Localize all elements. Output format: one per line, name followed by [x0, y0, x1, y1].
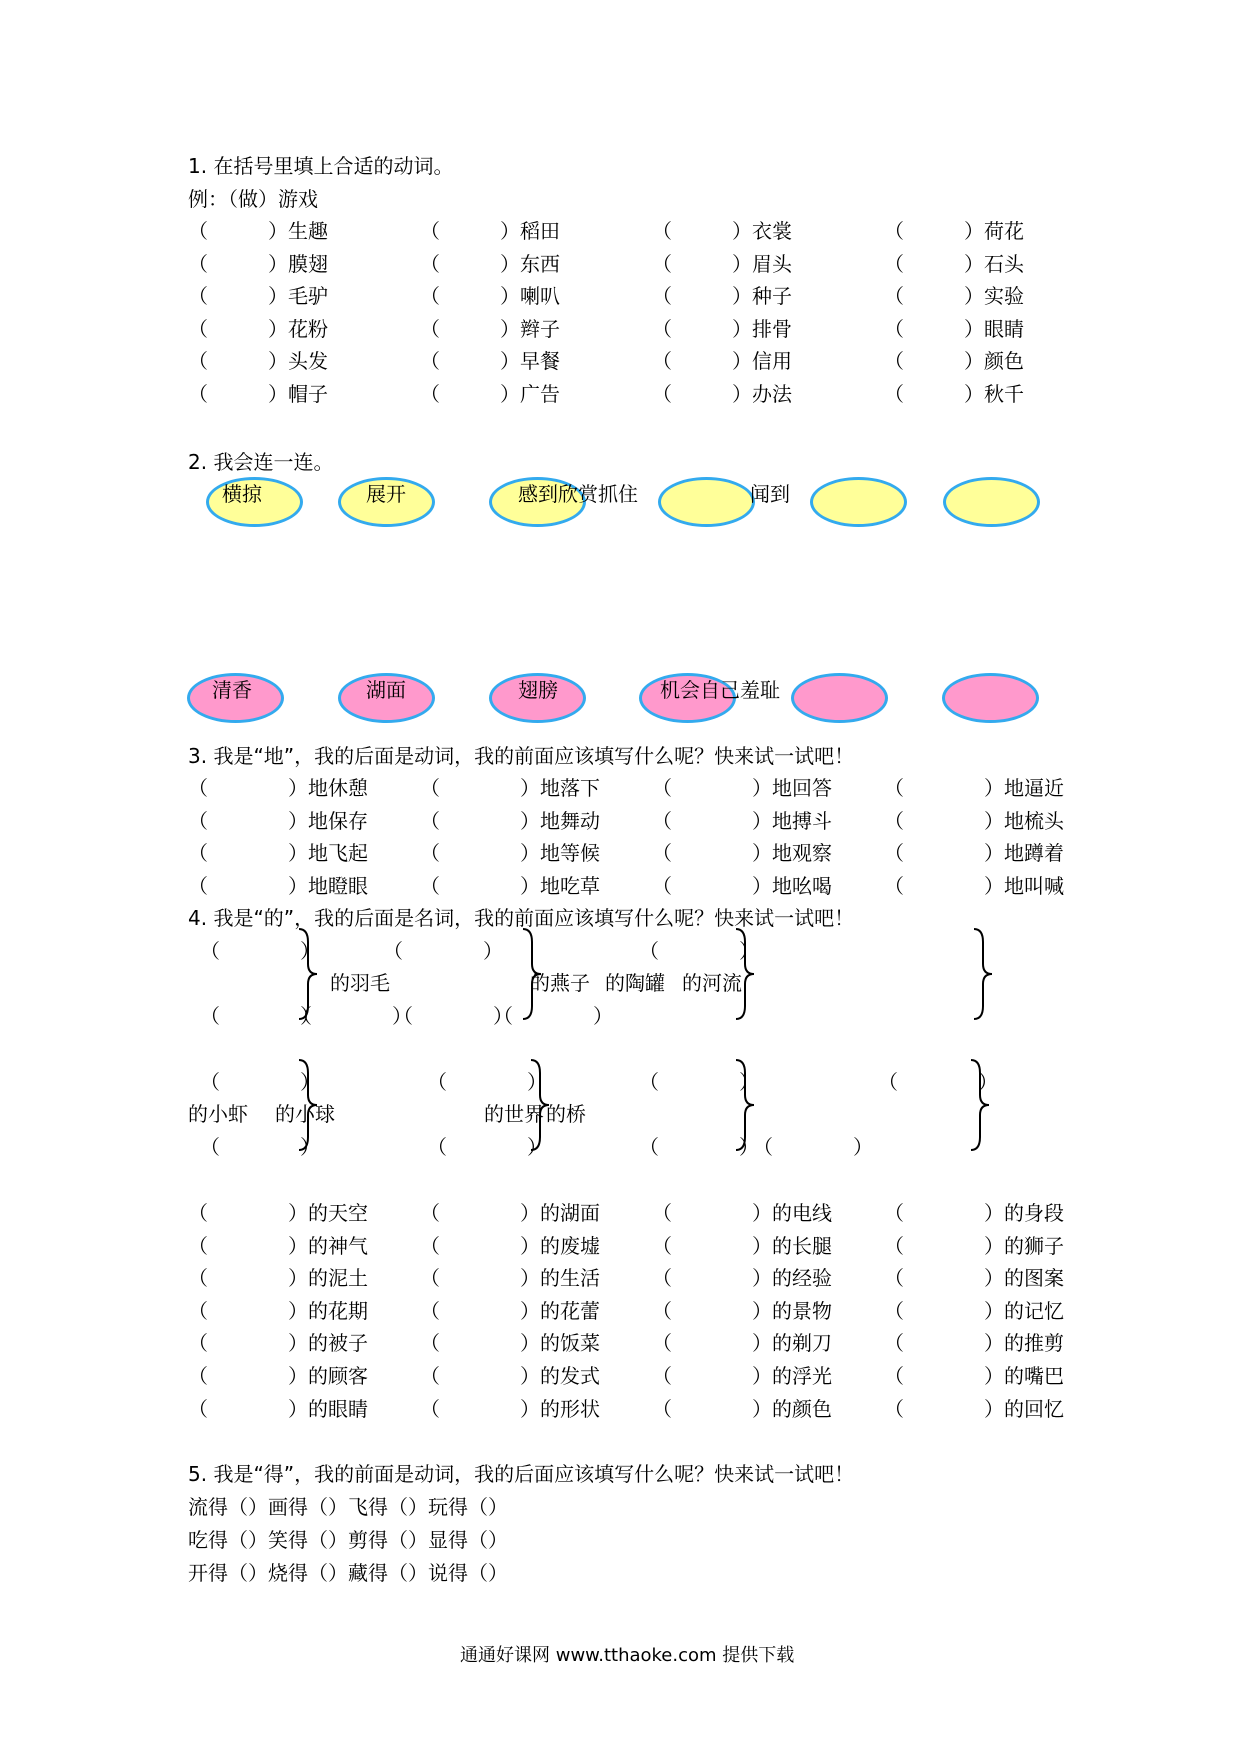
q4-g1-word: 的羽毛 [330, 971, 390, 995]
q4-item[interactable]: （ ）的眼睛 [188, 1396, 368, 1421]
match-oval-top-5[interactable] [810, 477, 907, 527]
q1-row [0, 349, 1240, 373]
q4-g1-paren[interactable]: （ ） [393, 1004, 513, 1028]
q4-item[interactable]: （ ）的湖面 [420, 1201, 600, 1225]
q4-item[interactable]: （ ）的发式 [420, 1364, 600, 1388]
q4-g1-paren[interactable]: （ ） [200, 939, 320, 963]
q4-g1-word: 的河流 [682, 971, 742, 995]
q3-item[interactable]: （ ）地叫喊 [884, 873, 1064, 898]
match-word-top-3: 感到欣赏抓住 [518, 482, 638, 506]
q1-item[interactable]: （ ）信用 [652, 349, 792, 374]
curly-brace [733, 1057, 757, 1153]
q1-row [0, 284, 1240, 308]
q1-item[interactable]: （ ）帽子 [188, 382, 328, 406]
q4-item[interactable]: （ ）的废墟 [420, 1233, 600, 1258]
q1-item[interactable]: （ ）稻田 [420, 219, 560, 243]
q1-item[interactable]: （ ）办法 [652, 382, 792, 406]
match-word-bottom-2: 湖面 [366, 678, 406, 702]
q3-row [0, 776, 1240, 800]
q1-item[interactable]: （ ）生趣 [188, 219, 328, 243]
q5-row: 开得（）烧得（）藏得（）说得（） [188, 1561, 508, 1585]
q3-item[interactable]: （ ）地休憩 [188, 776, 368, 800]
q1-item[interactable]: （ ）膜翅 [188, 251, 328, 276]
q3-item[interactable]: （ ）地观察 [652, 841, 832, 866]
q2-title: 2. 我会连一连。 [188, 450, 334, 474]
q4-item[interactable]: （ ）的电线 [652, 1201, 832, 1225]
q3-item[interactable]: （ ）地蹲着 [884, 841, 1064, 866]
q4-row [0, 1234, 1240, 1258]
q4-item[interactable]: （ ）的饭菜 [420, 1331, 600, 1356]
q4-item[interactable]: （ ）的天空 [188, 1201, 368, 1225]
match-word-top-1: 横掠 [222, 482, 262, 506]
q3-row [0, 874, 1240, 898]
q3-item[interactable]: （ ）地保存 [188, 808, 368, 833]
q4-item[interactable]: （ ）的剃刀 [652, 1331, 832, 1356]
q3-item[interactable]: （ ）地搏斗 [652, 808, 832, 833]
q4-item[interactable]: （ ）的回忆 [884, 1396, 1064, 1421]
curly-brace [971, 926, 995, 1022]
q1-item[interactable]: （ ）眉头 [652, 251, 792, 276]
curly-brace [296, 926, 320, 1022]
q1-item[interactable]: （ ）荷花 [884, 219, 1024, 243]
q1-item[interactable]: （ ）辫子 [420, 316, 560, 341]
q4-g1-word: 的陶罐 [605, 971, 665, 995]
q4-g2-word: 的桥 [546, 1102, 586, 1126]
q4-item[interactable]: （ ）的景物 [652, 1298, 832, 1323]
q1-item[interactable]: （ ）花粉 [188, 316, 328, 341]
q4-item[interactable]: （ ）的生活 [420, 1266, 600, 1291]
q1-item[interactable]: （ ）衣裳 [652, 219, 792, 243]
q4-item[interactable]: （ ）的经验 [652, 1266, 832, 1291]
q1-item[interactable]: （ ）东西 [420, 251, 560, 276]
match-oval-bottom-5[interactable] [791, 673, 888, 723]
q4-item[interactable]: （ ）的狮子 [884, 1233, 1064, 1258]
q5-title: 5. 我是“得”，我的前面是动词，我的后面应该填写什么呢？快来试一试吧！ [188, 1462, 855, 1486]
q1-item[interactable]: （ ）喇叭 [420, 284, 560, 309]
q4-item[interactable]: （ ）的浮光 [652, 1364, 832, 1388]
q4-g2-paren[interactable]: （ ） [878, 1070, 998, 1094]
q3-row [0, 809, 1240, 833]
curly-brace [733, 926, 757, 1022]
q4-item[interactable]: （ ）的被子 [188, 1331, 368, 1356]
match-oval-top-6[interactable] [943, 477, 1040, 527]
q4-g2-paren[interactable]: （ ） [639, 1070, 759, 1094]
q4-item[interactable]: （ ）的顾客 [188, 1364, 368, 1388]
q1-item[interactable]: （ ）头发 [188, 349, 328, 374]
q3-item[interactable]: （ ）地吆喝 [652, 873, 832, 898]
q4-g1-word: 的燕子 [530, 971, 590, 995]
q3-item[interactable]: （ ）地舞动 [420, 808, 600, 833]
q4-row [0, 1266, 1240, 1290]
q4-item[interactable]: （ ）的嘴巴 [884, 1364, 1064, 1388]
q5-row: 吃得（）笑得（）剪得（）显得（） [188, 1528, 508, 1552]
q3-title: 3. 我是“地”，我的后面是动词，我的前面应该填写什么呢？快来试一试吧！ [188, 744, 855, 768]
q4-item[interactable]: （ ）的长腿 [652, 1233, 832, 1258]
q4-item[interactable]: （ ）的记忆 [884, 1298, 1064, 1323]
q3-row [0, 841, 1240, 865]
q4-item[interactable]: （ ）的神气 [188, 1233, 368, 1258]
q4-item[interactable]: （ ）的花蕾 [420, 1298, 600, 1323]
q4-g2-paren[interactable]: （ ） [639, 1135, 759, 1159]
q4-row [0, 1331, 1240, 1355]
match-word-bottom-1: 清香 [212, 678, 252, 702]
q4-item[interactable]: （ ）的推剪 [884, 1331, 1064, 1356]
q4-g1-paren[interactable]: （ ） [639, 939, 759, 963]
q4-g1-paren[interactable]: （ ） [200, 1004, 320, 1028]
q4-row [0, 1364, 1240, 1388]
q4-item[interactable]: （ ）的花期 [188, 1298, 368, 1323]
q4-g2-paren[interactable]: （ ） [200, 1135, 320, 1159]
q3-item[interactable]: （ ）地飞起 [188, 841, 368, 866]
q3-item[interactable]: （ ）地逼近 [884, 776, 1064, 800]
q1-row [0, 219, 1240, 243]
curly-brace [528, 1057, 552, 1153]
q1-item[interactable]: （ ）实验 [884, 284, 1024, 309]
q4-g2-word: 的世界 [484, 1102, 544, 1126]
q4-row [0, 1201, 1240, 1225]
q4-g2-paren[interactable]: （ ） [427, 1070, 547, 1094]
q1-item[interactable]: （ ）颜色 [884, 349, 1024, 374]
q1-title: 1. 在括号里填上合适的动词。 [188, 154, 454, 178]
curly-brace [968, 1057, 992, 1153]
q4-g2-paren[interactable]: （ ） [427, 1135, 547, 1159]
q4-title: 4. 我是“的”，我的后面是名词，我的前面应该填写什么呢？快来试一试吧！ [188, 906, 855, 930]
q5-row: 流得（）画得（）飞得（）玩得（） [188, 1495, 508, 1519]
q4-g1-paren[interactable]: （ ） [383, 939, 503, 963]
q1-item[interactable]: （ ）广告 [420, 382, 560, 406]
q4-g1-paren[interactable]: （ ） [292, 1004, 412, 1028]
q4-g2-word: 的小球 [275, 1102, 335, 1126]
q1-item[interactable]: （ ）秋千 [884, 382, 1024, 406]
match-word-top-4: 闻到 [750, 482, 790, 506]
q1-example: 例：（做）游戏 [188, 187, 318, 211]
q1-row [0, 382, 1240, 406]
curly-brace [296, 1057, 320, 1153]
q4-item[interactable]: （ ）的身段 [884, 1201, 1064, 1225]
q1-item[interactable]: （ ）石头 [884, 251, 1024, 276]
q1-item[interactable]: （ ）毛驴 [188, 284, 328, 309]
match-word-top-2: 展开 [366, 482, 406, 506]
match-oval-top-4[interactable] [658, 477, 755, 527]
match-oval-bottom-6[interactable] [942, 673, 1039, 723]
footer-text: 通通好课网 www.tthaoke.com 提供下载 [460, 1645, 795, 1666]
q1-row [0, 317, 1240, 341]
q1-item[interactable]: （ ）眼睛 [884, 316, 1024, 341]
q4-g2-paren[interactable]: （ ） [753, 1135, 873, 1159]
q4-row [0, 1299, 1240, 1323]
q1-item[interactable]: （ ）种子 [652, 284, 792, 309]
q4-g2-word: 的小虾 [188, 1102, 248, 1126]
q3-item[interactable]: （ ）地吃草 [420, 873, 600, 898]
q4-row [0, 1397, 1240, 1421]
q1-item[interactable]: （ ）早餐 [420, 349, 560, 374]
q3-item[interactable]: （ ）地梳头 [884, 808, 1064, 833]
q1-row [0, 252, 1240, 276]
q3-item[interactable]: （ ）地瞪眼 [188, 873, 368, 898]
q4-item[interactable]: （ ）的图案 [884, 1266, 1064, 1291]
q3-item[interactable]: （ ）地等候 [420, 841, 600, 866]
q4-g2-paren[interactable]: （ ） [200, 1070, 320, 1094]
match-word-bottom-4: 机会自己羞耻 [660, 678, 780, 702]
q4-item[interactable]: （ ）的形状 [420, 1396, 600, 1421]
q1-item[interactable]: （ ）排骨 [652, 316, 792, 341]
q4-g1-paren[interactable]: （ ） [493, 1004, 613, 1028]
q3-item[interactable]: （ ）地落下 [420, 776, 600, 800]
q3-item[interactable]: （ ）地回答 [652, 776, 832, 800]
curly-brace [520, 926, 544, 1022]
match-word-bottom-3: 翅膀 [518, 678, 558, 702]
q4-item[interactable]: （ ）的颜色 [652, 1396, 832, 1421]
q4-item[interactable]: （ ）的泥土 [188, 1266, 368, 1291]
